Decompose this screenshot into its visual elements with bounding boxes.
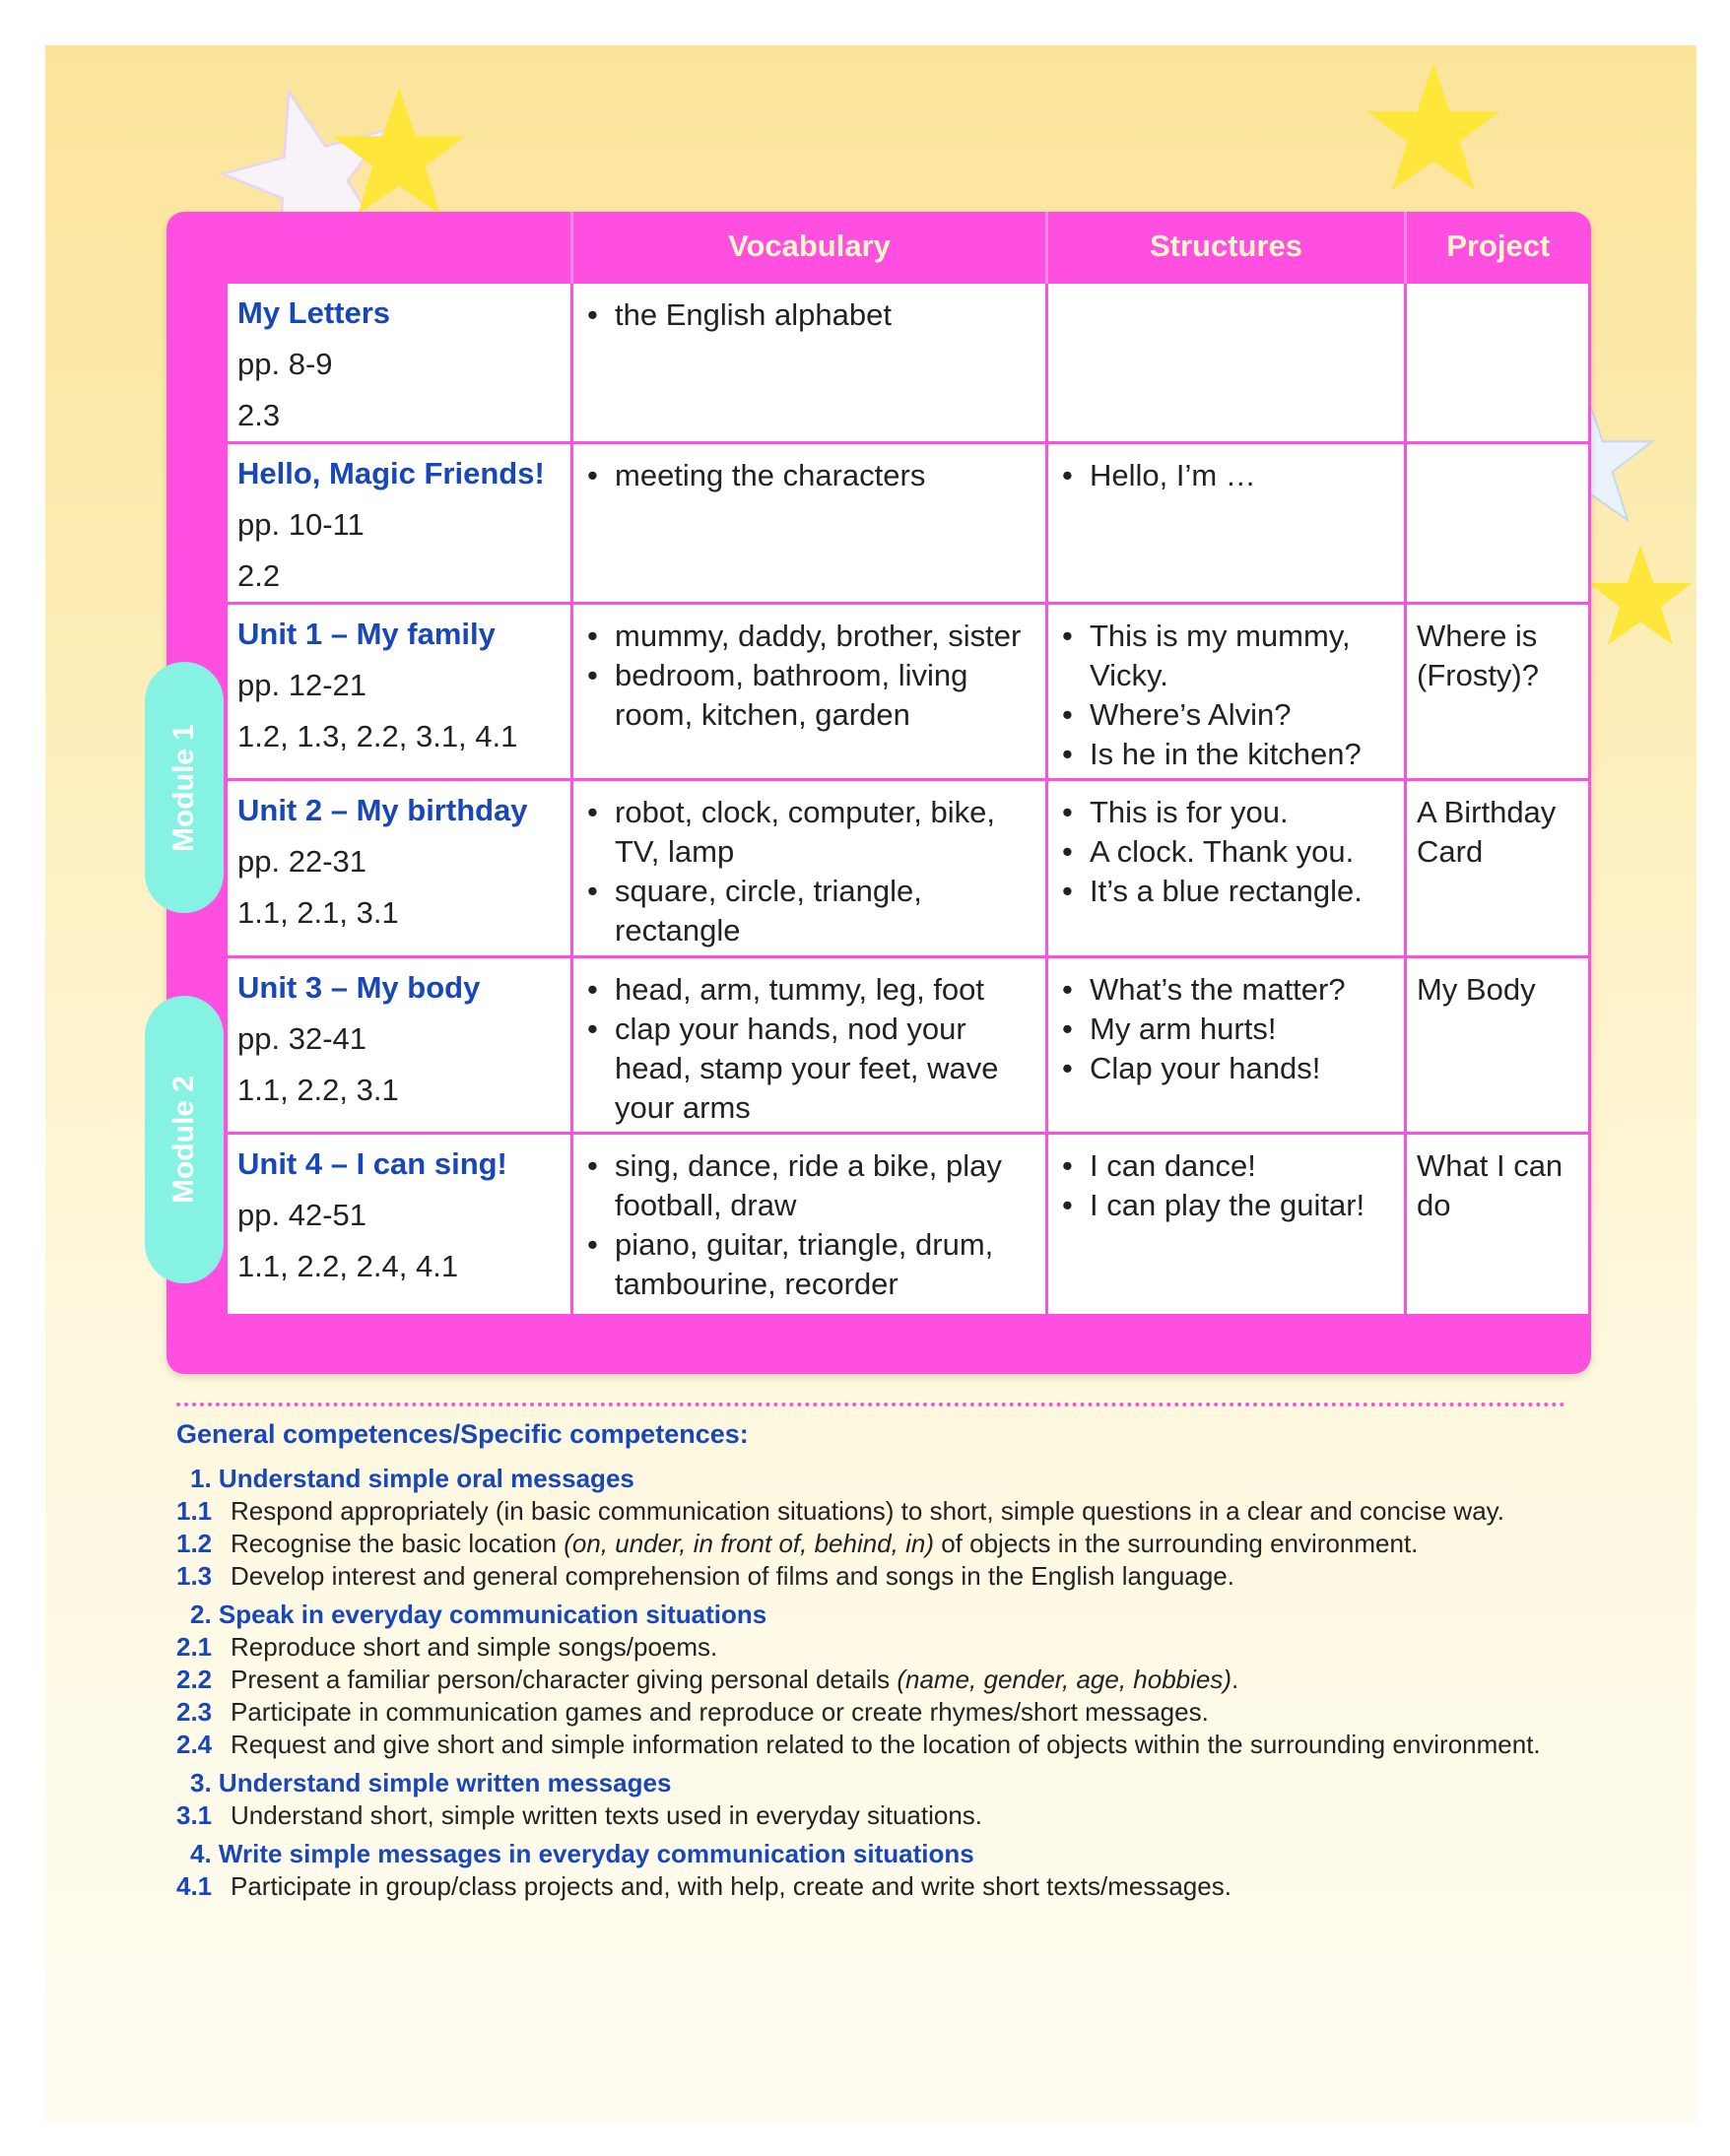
competence-group-title [176, 1463, 1575, 1495]
structures-cell [1047, 1134, 1406, 1316]
competence-code: 2.2 [176, 1665, 213, 1694]
list-item: • Is he in the kitchen? [1090, 735, 1394, 774]
unit-pages: pp. 10-11 [237, 507, 365, 542]
structures-cell [1047, 604, 1406, 780]
table-row [227, 604, 1590, 780]
list-item: • I can dance! [1090, 1146, 1394, 1186]
unit-competence-codes: 1.1, 2.2, 2.4, 4.1 [237, 1249, 459, 1283]
specific-competence [176, 1560, 1575, 1593]
specific-competence [176, 1870, 1575, 1903]
group-title: Write simple messages in everyday communication situations [218, 1839, 974, 1868]
list-item: • Hello, I’m … [1090, 456, 1394, 495]
competence-text: Participate in communication games and reproduce or create rhymes/short messages. [231, 1697, 1209, 1727]
header-project: Project [1406, 212, 1590, 283]
specific-competence [176, 1631, 1575, 1664]
structures-cell [1047, 443, 1406, 604]
list-item: • What’s the matter? [1090, 970, 1394, 1010]
text-part: of objects in the surrounding environment. [934, 1529, 1419, 1558]
list-item: • A clock. Thank you. [1090, 832, 1394, 872]
vocabulary-cell [572, 443, 1047, 604]
group-title: Speak in everyday communication situations [218, 1600, 767, 1629]
dotted-divider [176, 1403, 1565, 1406]
unit-cell [227, 957, 572, 1134]
project-cell: A Birthday Card [1406, 780, 1590, 957]
vocab-list [583, 793, 1035, 950]
competence-code: 1.2 [176, 1529, 213, 1558]
group-number: 2. [190, 1600, 212, 1629]
module-label: Module 1 [167, 723, 201, 852]
unit-pages: pp. 8-9 [237, 347, 333, 381]
structures-cell [1047, 780, 1406, 957]
star-decoration-icon [1586, 542, 1695, 650]
list-item: • piano, guitar, triangle, drum, tambourine, recorder [615, 1225, 1035, 1304]
list-item: • This is for you. [1090, 793, 1394, 832]
specific-competence [176, 1495, 1575, 1528]
unit-cell [227, 283, 572, 443]
project-cell: Where is (Frosty)? [1406, 604, 1590, 780]
specific-competence [176, 1729, 1575, 1761]
unit-competence-codes: 1.1, 2.2, 3.1 [237, 1073, 399, 1107]
structures-cell [1047, 283, 1406, 443]
text-part: Recognise the basic location [231, 1529, 565, 1558]
project-cell: My Body [1406, 957, 1590, 1134]
competence-group-title [176, 1838, 1575, 1870]
star-decoration-icon [1364, 59, 1502, 197]
module-2-tab [145, 996, 224, 1283]
table-header-row [227, 212, 1590, 283]
unit-competence-codes: 1.1, 2.1, 3.1 [237, 895, 399, 930]
list-item: • head, arm, tummy, leg, foot [615, 970, 1035, 1010]
vocab-list [583, 970, 1035, 1128]
competence-code: 1.3 [176, 1561, 213, 1591]
unit-pages: pp. 12-21 [237, 668, 366, 702]
list-item: • bedroom, bathroom, living room, kitchen, garden [615, 656, 1035, 735]
list-item: • This is my mummy, Vicky. [1090, 617, 1394, 695]
vocab-list [583, 456, 1035, 495]
project-cell [1406, 443, 1590, 604]
unit-competence-codes: 2.3 [237, 398, 281, 432]
vocabulary-cell [572, 283, 1047, 443]
list-item: • It’s a blue rectangle. [1090, 872, 1394, 911]
unit-pages: pp. 22-31 [237, 844, 366, 879]
competence-group-title [176, 1599, 1575, 1631]
competence-text: Understand short, simple written texts used in everyday situations. [231, 1800, 983, 1830]
unit-title: Hello, Magic Friends! [237, 456, 545, 490]
competence-text: Request and give short and simple information related to the location of objects within the surrounding environment. [231, 1730, 1541, 1759]
table-row [227, 443, 1590, 604]
competence-text: Develop interest and general comprehension of films and songs in the English language. [231, 1561, 1234, 1591]
unit-title: Unit 3 – My body [237, 970, 481, 1005]
competence-code: 2.3 [176, 1697, 213, 1727]
competences-heading: General competences/Specific competences: [176, 1419, 749, 1449]
specific-competence [176, 1528, 1575, 1560]
syllabus-table [225, 212, 1591, 1317]
competence-text [231, 1528, 1418, 1560]
structures-list [1058, 617, 1394, 774]
competence-code: 1.1 [176, 1496, 213, 1526]
list-item: • My arm hurts! [1090, 1010, 1394, 1049]
list-item: • mummy, daddy, brother, sister [615, 617, 1035, 656]
structures-list [1058, 456, 1394, 495]
list-item: • sing, dance, ride a bike, play football, draw [615, 1146, 1035, 1225]
structures-cell [1047, 957, 1406, 1134]
text-part: . [1231, 1665, 1239, 1694]
unit-title: Unit 1 – My family [237, 617, 496, 651]
vocabulary-cell [572, 1134, 1047, 1316]
list-item: • the English alphabet [615, 295, 1035, 335]
list-item: • square, circle, triangle, rectangle [615, 872, 1035, 950]
list-item: • Clap your hands! [1090, 1049, 1394, 1088]
project-cell [1406, 283, 1590, 443]
unit-competence-codes: 2.2 [237, 558, 281, 593]
table-row [227, 1134, 1590, 1316]
table-row [227, 283, 1590, 443]
competence-text [231, 1664, 1238, 1696]
competence-text: Respond appropriately (in basic communication situations) to short, simple questions in a clear and concise way. [231, 1496, 1504, 1526]
list-item: • I can play the guitar! [1090, 1186, 1394, 1225]
table-row [227, 780, 1590, 957]
module-1-tab [145, 662, 224, 913]
competences-section [176, 1418, 1575, 1903]
group-title: Understand simple oral messages [218, 1464, 634, 1493]
structures-list [1058, 970, 1394, 1088]
competence-text: Participate in group/class projects and, with help, create and write short texts/messages. [231, 1871, 1231, 1901]
italic-examples: (name, gender, age, hobbies) [897, 1665, 1232, 1694]
competence-text: Reproduce short and simple songs/poems. [231, 1632, 718, 1662]
italic-examples: (on, under, in front of, behind, in) [564, 1529, 934, 1558]
table-row [227, 957, 1590, 1134]
list-item: • Where’s Alvin? [1090, 695, 1394, 735]
vocabulary-cell [572, 957, 1047, 1134]
header-empty [227, 212, 572, 283]
competence-code: 4.1 [176, 1871, 213, 1901]
list-item: • robot, clock, computer, bike, TV, lamp [615, 793, 1035, 872]
unit-title: Unit 4 – I can sing! [237, 1146, 507, 1181]
vocab-list [583, 295, 1035, 335]
unit-title: Unit 2 – My birthday [237, 793, 528, 827]
group-number: 3. [190, 1768, 212, 1797]
list-item: • meeting the characters [615, 456, 1035, 495]
list-item: • clap your hands, nod your head, stamp your feet, wave your arms [615, 1010, 1035, 1128]
specific-competence [176, 1799, 1575, 1832]
specific-competence [176, 1696, 1575, 1729]
unit-title: My Letters [237, 295, 391, 330]
vocab-list [583, 1146, 1035, 1304]
header-vocabulary: Vocabulary [572, 212, 1047, 283]
project-cell: What I can do [1406, 1134, 1590, 1316]
vocabulary-cell [572, 780, 1047, 957]
competence-code: 3.1 [176, 1800, 213, 1830]
unit-cell [227, 604, 572, 780]
specific-competence [176, 1664, 1575, 1696]
competence-code: 2.1 [176, 1632, 213, 1662]
unit-competence-codes: 1.2, 1.3, 2.2, 3.1, 4.1 [237, 719, 518, 753]
vocab-list [583, 617, 1035, 735]
competence-code: 2.4 [176, 1730, 213, 1759]
group-number: 1. [190, 1464, 212, 1493]
unit-cell [227, 1134, 572, 1316]
group-number: 4. [190, 1839, 212, 1868]
structures-list [1058, 793, 1394, 911]
unit-cell [227, 780, 572, 957]
group-title: Understand simple written messages [218, 1768, 672, 1797]
module-label: Module 2 [167, 1075, 201, 1205]
header-structures: Structures [1047, 212, 1406, 283]
structures-list [1058, 1146, 1394, 1225]
unit-pages: pp. 42-51 [237, 1198, 366, 1232]
unit-cell [227, 443, 572, 604]
competence-group-title [176, 1767, 1575, 1799]
vocabulary-cell [572, 604, 1047, 780]
star-decoration-icon [330, 84, 468, 222]
text-part: Present a familiar person/character giving personal details [231, 1665, 898, 1694]
unit-pages: pp. 32-41 [237, 1021, 366, 1056]
